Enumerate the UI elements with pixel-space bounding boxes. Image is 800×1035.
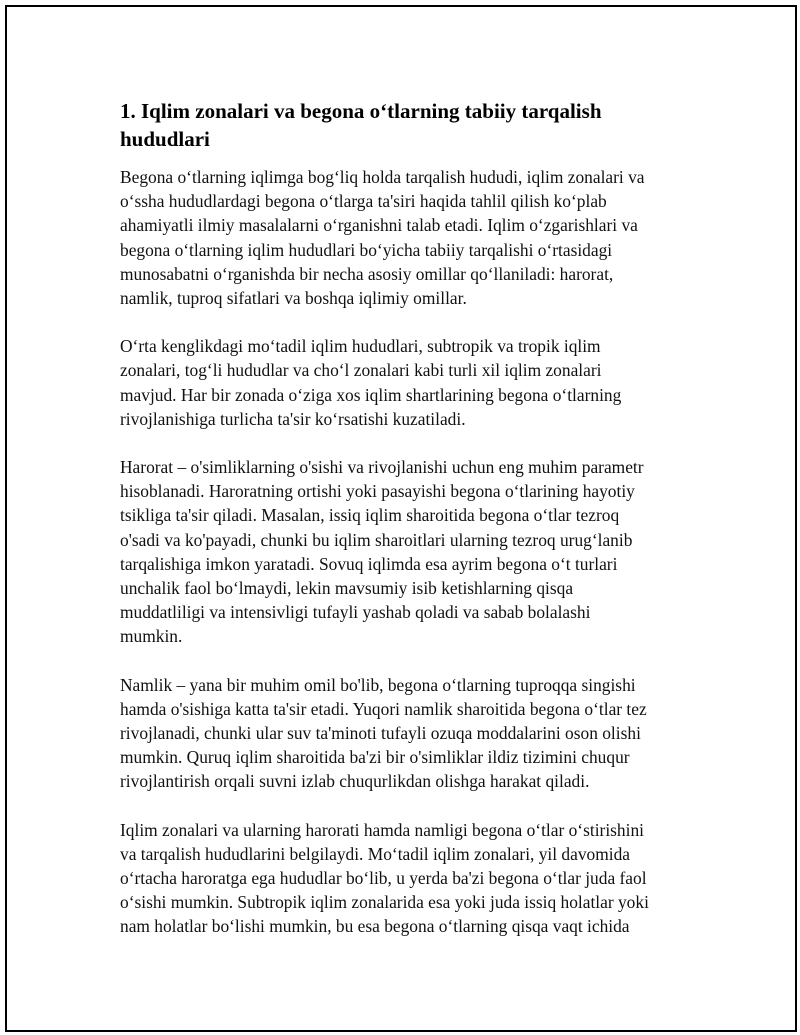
text-line: o‘sishi mumkin. Subtropik iqlim zonalarida esa yoki juda issiq holatlar yoki bbox=[120, 892, 649, 913]
paragraph bbox=[120, 165, 698, 310]
text-line: nam holatlar bo‘lishi mumkin, bu esa begona o‘tlarning qisqa vaqt ichida bbox=[120, 916, 630, 937]
text-line: rivojlanishiga turlicha ta'sir ko‘rsatishi kuzatiladi. bbox=[120, 408, 466, 429]
section-heading bbox=[120, 97, 698, 153]
text-line: hamda o'sishiga katta ta'sir etadi. Yuqori namlik sharoitida begona o‘tlar tez bbox=[120, 698, 647, 719]
text-line: rivojlanadi, chunki ular suv ta'minoti tufayli ozuqa moddalarini oson olishi bbox=[120, 723, 641, 744]
text-line: tarqalishiga imkon yaratadi. Sovuq iqlimda esa ayrim begona o‘t turlari bbox=[120, 553, 618, 574]
text-line: unchalik faol bo‘lmaydi, lekin mavsumiy isib ketishlarning qisqa bbox=[120, 578, 574, 599]
text-line: O‘rta kenglikdagi mo‘tadil iqlim hududlari, subtropik va tropik iqlim bbox=[120, 336, 601, 357]
text-line: begona o‘tlarning iqlim hududlari bo‘yicha tabiiy tarqalishi o‘rtasidagi bbox=[120, 239, 613, 260]
text-line: mumkin. Quruq iqlim sharoitida ba'zi bir o'simliklar ildiz tizimini chuqur bbox=[120, 747, 630, 768]
text-line: rivojlantirish orqali suvni izlab chuqurlikdan olishga harakat qiladi. bbox=[120, 771, 590, 792]
document-content bbox=[120, 97, 698, 963]
heading-line: 1. Iqlim zonalari va begona o‘tlarning tabiiy tarqalish bbox=[120, 99, 602, 123]
document-page bbox=[5, 5, 797, 1032]
paragraph bbox=[120, 673, 698, 794]
paragraph bbox=[120, 334, 698, 431]
text-line: Namlik – yana bir muhim omil bo'lib, begona o‘tlarning tuproqqa singishi bbox=[120, 674, 636, 695]
heading-line: hududlari bbox=[120, 127, 210, 151]
text-line: hisoblanadi. Haroratning ortishi yoki pasayishi begona o‘tlarining hayotiy bbox=[120, 481, 635, 502]
text-line: munosabatni o‘rganishda bir necha asosiy omillar qo‘llaniladi: harorat, bbox=[120, 263, 614, 284]
paragraph bbox=[120, 818, 698, 939]
paragraph bbox=[120, 455, 698, 649]
text-line: va tarqalish hududlarini belgilaydi. Mo‘tadil iqlim zonalari, yil davomida bbox=[120, 843, 631, 864]
text-line: Iqlim zonalari va ularning harorati hamda namligi begona o‘tlar o‘stirishini bbox=[120, 819, 644, 840]
text-line: o‘ssha hududlardagi begona o‘tlarga ta'siri haqida tahlil qilish ko‘plab bbox=[120, 191, 607, 212]
text-line: ahamiyatli ilmiy masalalarni o‘rganishni talab etadi. Iqlim o‘zgarishlari va bbox=[120, 215, 638, 236]
text-line: mavjud. Har bir zonada o‘ziga xos iqlim shartlarining begona o‘tlarning bbox=[120, 384, 622, 405]
text-line: o‘rtacha haroratga ega hududlar bo‘lib, u yerda ba'zi begona o‘tlar juda faol bbox=[120, 868, 647, 889]
text-line: muddatliligi va intensivligi tufayli yashab qoladi va sabab bolalashi bbox=[120, 602, 591, 623]
text-line: zonalari, tog‘li hududlar va cho‘l zonalari kabi turli xil iqlim zonalari bbox=[120, 360, 602, 381]
text-line: namlik, tuproq sifatlari va boshqa iqlimiy omillar. bbox=[120, 288, 467, 309]
text-line: tsikliga ta'sir qiladi. Masalan, issiq iqlim sharoitida begona o‘tlar tezroq bbox=[120, 505, 620, 526]
text-line: Begona o‘tlarning iqlimga bog‘liq holda tarqalish hududi, iqlim zonalari va bbox=[120, 167, 645, 187]
text-line: mumkin. bbox=[120, 626, 183, 647]
text-line: Harorat – o'simliklarning o'sishi va rivojlanishi uchun eng muhim parametr bbox=[120, 457, 644, 478]
text-line: o'sadi va ko'payadi, chunki bu iqlim sharoitlari ularning tezroq urug‘lanib bbox=[120, 529, 633, 550]
